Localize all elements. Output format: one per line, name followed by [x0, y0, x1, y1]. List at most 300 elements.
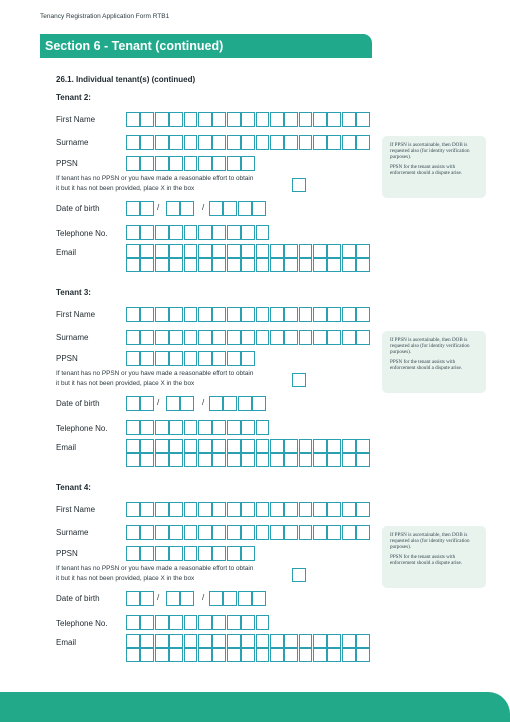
email-input-row1-cell[interactable] [256, 439, 270, 453]
surname-input[interactable] [126, 525, 371, 540]
email-input-row2-cell[interactable] [184, 258, 198, 272]
ppsn-input-cell[interactable] [169, 156, 183, 171]
surname-input-cell[interactable] [140, 330, 154, 345]
email-input-row1-cell[interactable] [313, 634, 327, 648]
dob-day-input-cell[interactable] [140, 591, 154, 606]
ppsn-input-cell[interactable] [140, 546, 154, 561]
email-input-row2-cell[interactable] [184, 453, 198, 467]
email-input-row2[interactable] [126, 453, 371, 467]
dob-day-input-cell[interactable] [126, 201, 140, 216]
dob-day-input[interactable] [126, 591, 155, 606]
email-input-row1-cell[interactable] [270, 634, 284, 648]
ppsn-input-cell[interactable] [198, 546, 212, 561]
surname-input-cell[interactable] [270, 330, 284, 345]
first-name-input-cell[interactable] [256, 307, 270, 322]
first-name-input[interactable] [126, 502, 371, 517]
surname-input-cell[interactable] [327, 330, 341, 345]
email-input-row1-cell[interactable] [342, 244, 356, 258]
dob-month-input[interactable] [166, 201, 195, 216]
telephone-input-cell[interactable] [126, 420, 140, 435]
first-name-input-cell[interactable] [198, 307, 212, 322]
telephone-input-cell[interactable] [241, 615, 255, 630]
surname-input-cell[interactable] [256, 525, 270, 540]
dob-month-input-cell[interactable] [180, 396, 194, 411]
first-name-input-cell[interactable] [313, 112, 327, 127]
surname-input-cell[interactable] [241, 330, 255, 345]
surname-input-cell[interactable] [356, 525, 370, 540]
email-input-row1-cell[interactable] [270, 439, 284, 453]
telephone-input-cell[interactable] [212, 615, 226, 630]
surname-input-cell[interactable] [155, 135, 169, 150]
email-input-row1-cell[interactable] [256, 634, 270, 648]
dob-day-input[interactable] [126, 201, 155, 216]
email-input-row1[interactable] [126, 439, 371, 453]
surname-input-cell[interactable] [227, 330, 241, 345]
dob-day-input-cell[interactable] [126, 591, 140, 606]
email-input-row1-cell[interactable] [169, 244, 183, 258]
surname-input-cell[interactable] [140, 525, 154, 540]
email-input-row2-cell[interactable] [212, 453, 226, 467]
telephone-input[interactable] [126, 615, 270, 630]
email-input-row2-cell[interactable] [313, 453, 327, 467]
dob-month-input[interactable] [166, 396, 195, 411]
first-name-input-cell[interactable] [212, 502, 226, 517]
ppsn-input-cell[interactable] [140, 351, 154, 366]
first-name-input-cell[interactable] [169, 112, 183, 127]
first-name-input-cell[interactable] [342, 307, 356, 322]
surname-input-cell[interactable] [198, 135, 212, 150]
email-input-row1-cell[interactable] [198, 634, 212, 648]
dob-year-input-cell[interactable] [223, 201, 237, 216]
first-name-input-cell[interactable] [241, 307, 255, 322]
surname-input-cell[interactable] [155, 525, 169, 540]
surname-input[interactable] [126, 135, 371, 150]
email-input-row2-cell[interactable] [299, 453, 313, 467]
surname-input-cell[interactable] [299, 525, 313, 540]
email-input-row1-cell[interactable] [212, 634, 226, 648]
email-input-row1-cell[interactable] [126, 244, 140, 258]
telephone-input-cell[interactable] [227, 615, 241, 630]
telephone-input-cell[interactable] [140, 420, 154, 435]
email-input-row2[interactable] [126, 258, 371, 272]
surname-input-cell[interactable] [155, 330, 169, 345]
ppsn-input-cell[interactable] [198, 351, 212, 366]
surname-input-cell[interactable] [342, 525, 356, 540]
email-input-row2-cell[interactable] [342, 453, 356, 467]
email-input-row1-cell[interactable] [126, 439, 140, 453]
surname-input-cell[interactable] [169, 525, 183, 540]
email-input-row1[interactable] [126, 244, 371, 258]
surname-input-cell[interactable] [284, 330, 298, 345]
email-input-row1-cell[interactable] [313, 244, 327, 258]
surname-input-cell[interactable] [184, 525, 198, 540]
email-input-row2-cell[interactable] [327, 258, 341, 272]
ppsn-input-cell[interactable] [212, 546, 226, 561]
email-input-row1-cell[interactable] [356, 634, 370, 648]
surname-input-cell[interactable] [313, 330, 327, 345]
first-name-input-cell[interactable] [356, 307, 370, 322]
ppsn-input-cell[interactable] [155, 156, 169, 171]
email-input-row2-cell[interactable] [356, 648, 370, 662]
first-name-input-cell[interactable] [356, 502, 370, 517]
email-input-row1-cell[interactable] [241, 244, 255, 258]
telephone-input-cell[interactable] [126, 225, 140, 240]
email-input-row2-cell[interactable] [256, 648, 270, 662]
surname-input-cell[interactable] [184, 330, 198, 345]
surname-input-cell[interactable] [169, 135, 183, 150]
dob-day-input-cell[interactable] [140, 201, 154, 216]
ppsn-input-cell[interactable] [227, 156, 241, 171]
email-input-row1-cell[interactable] [126, 634, 140, 648]
email-input-row1-cell[interactable] [227, 244, 241, 258]
first-name-input-cell[interactable] [198, 502, 212, 517]
telephone-input-cell[interactable] [256, 420, 270, 435]
email-input-row2-cell[interactable] [126, 453, 140, 467]
first-name-input-cell[interactable] [270, 307, 284, 322]
first-name-input-cell[interactable] [184, 112, 198, 127]
email-input-row2-cell[interactable] [270, 258, 284, 272]
surname-input-cell[interactable] [356, 135, 370, 150]
surname-input-cell[interactable] [212, 330, 226, 345]
first-name-input-cell[interactable] [313, 307, 327, 322]
first-name-input-cell[interactable] [126, 112, 140, 127]
first-name-input-cell[interactable] [227, 502, 241, 517]
email-input-row2-cell[interactable] [227, 453, 241, 467]
ppsn-input-cell[interactable] [241, 351, 255, 366]
surname-input-cell[interactable] [241, 525, 255, 540]
email-input-row1-cell[interactable] [299, 439, 313, 453]
telephone-input-cell[interactable] [227, 420, 241, 435]
email-input-row1-cell[interactable] [198, 439, 212, 453]
email-input-row2-cell[interactable] [241, 453, 255, 467]
telephone-input-cell[interactable] [140, 615, 154, 630]
email-input-row1-cell[interactable] [313, 439, 327, 453]
telephone-input-cell[interactable] [169, 225, 183, 240]
ppsn-input-cell[interactable] [184, 156, 198, 171]
email-input-row2-cell[interactable] [356, 258, 370, 272]
first-name-input-cell[interactable] [299, 307, 313, 322]
surname-input-cell[interactable] [313, 135, 327, 150]
surname-input-cell[interactable] [356, 330, 370, 345]
telephone-input[interactable] [126, 420, 270, 435]
email-input-row2-cell[interactable] [327, 453, 341, 467]
email-input-row2-cell[interactable] [299, 258, 313, 272]
first-name-input-cell[interactable] [184, 307, 198, 322]
telephone-input-cell[interactable] [155, 225, 169, 240]
ppsn-input-cell[interactable] [155, 546, 169, 561]
first-name-input-cell[interactable] [327, 307, 341, 322]
surname-input-cell[interactable] [342, 135, 356, 150]
first-name-input-cell[interactable] [342, 112, 356, 127]
email-input-row2-cell[interactable] [184, 648, 198, 662]
telephone-input[interactable] [126, 225, 270, 240]
surname-input-cell[interactable] [299, 135, 313, 150]
email-input-row1-cell[interactable] [241, 439, 255, 453]
dob-month-input-cell[interactable] [180, 201, 194, 216]
email-input-row2-cell[interactable] [198, 258, 212, 272]
email-input-row2-cell[interactable] [198, 648, 212, 662]
telephone-input-cell[interactable] [198, 615, 212, 630]
first-name-input-cell[interactable] [342, 502, 356, 517]
ppsn-input-cell[interactable] [169, 351, 183, 366]
ppsn-input-cell[interactable] [169, 546, 183, 561]
dob-year-input-cell[interactable] [252, 201, 266, 216]
surname-input-cell[interactable] [270, 525, 284, 540]
surname-input-cell[interactable] [227, 525, 241, 540]
first-name-input-cell[interactable] [140, 307, 154, 322]
ppsn-input-cell[interactable] [140, 156, 154, 171]
ppsn-input-cell[interactable] [241, 156, 255, 171]
first-name-input-cell[interactable] [184, 502, 198, 517]
telephone-input-cell[interactable] [155, 615, 169, 630]
first-name-input-cell[interactable] [212, 112, 226, 127]
surname-input-cell[interactable] [342, 330, 356, 345]
email-input-row2-cell[interactable] [140, 648, 154, 662]
surname-input-cell[interactable] [256, 330, 270, 345]
email-input-row2-cell[interactable] [212, 258, 226, 272]
email-input-row1-cell[interactable] [227, 439, 241, 453]
first-name-input-cell[interactable] [126, 307, 140, 322]
dob-year-input-cell[interactable] [238, 201, 252, 216]
first-name-input-cell[interactable] [313, 502, 327, 517]
dob-day-input-cell[interactable] [126, 396, 140, 411]
surname-input-cell[interactable] [313, 525, 327, 540]
no-ppsn-checkbox[interactable] [292, 568, 306, 582]
telephone-input-cell[interactable] [212, 225, 226, 240]
email-input-row2-cell[interactable] [342, 258, 356, 272]
email-input-row2-cell[interactable] [284, 453, 298, 467]
telephone-input-cell[interactable] [241, 420, 255, 435]
email-input-row2-cell[interactable] [356, 453, 370, 467]
dob-year-input-cell[interactable] [238, 591, 252, 606]
surname-input-cell[interactable] [284, 525, 298, 540]
surname-input-cell[interactable] [327, 525, 341, 540]
email-input-row2-cell[interactable] [155, 453, 169, 467]
dob-year-input-cell[interactable] [252, 396, 266, 411]
email-input-row2-cell[interactable] [212, 648, 226, 662]
email-input-row2-cell[interactable] [227, 648, 241, 662]
email-input-row2-cell[interactable] [299, 648, 313, 662]
email-input-row1-cell[interactable] [169, 634, 183, 648]
ppsn-input-cell[interactable] [155, 351, 169, 366]
email-input-row1-cell[interactable] [212, 439, 226, 453]
surname-input-cell[interactable] [184, 135, 198, 150]
first-name-input-cell[interactable] [256, 502, 270, 517]
first-name-input-cell[interactable] [155, 502, 169, 517]
ppsn-input[interactable] [126, 546, 256, 561]
first-name-input-cell[interactable] [241, 112, 255, 127]
email-input-row1-cell[interactable] [241, 634, 255, 648]
first-name-input-cell[interactable] [227, 112, 241, 127]
email-input-row2-cell[interactable] [342, 648, 356, 662]
email-input-row2-cell[interactable] [241, 648, 255, 662]
ppsn-input-cell[interactable] [126, 351, 140, 366]
email-input-row1-cell[interactable] [169, 439, 183, 453]
email-input-row2-cell[interactable] [198, 453, 212, 467]
surname-input-cell[interactable] [198, 330, 212, 345]
email-input-row1-cell[interactable] [198, 244, 212, 258]
first-name-input-cell[interactable] [198, 112, 212, 127]
email-input-row2-cell[interactable] [169, 453, 183, 467]
email-input-row2-cell[interactable] [169, 258, 183, 272]
surname-input-cell[interactable] [241, 135, 255, 150]
surname-input-cell[interactable] [284, 135, 298, 150]
dob-year-input-cell[interactable] [209, 591, 223, 606]
ppsn-input[interactable] [126, 351, 256, 366]
first-name-input[interactable] [126, 307, 371, 322]
first-name-input-cell[interactable] [155, 307, 169, 322]
telephone-input-cell[interactable] [256, 225, 270, 240]
email-input-row1-cell[interactable] [270, 244, 284, 258]
telephone-input-cell[interactable] [184, 420, 198, 435]
email-input-row1-cell[interactable] [327, 634, 341, 648]
email-input-row1-cell[interactable] [155, 244, 169, 258]
dob-day-input-cell[interactable] [140, 396, 154, 411]
ppsn-input[interactable] [126, 156, 256, 171]
email-input-row1-cell[interactable] [284, 634, 298, 648]
dob-year-input-cell[interactable] [238, 396, 252, 411]
surname-input-cell[interactable] [270, 135, 284, 150]
surname-input-cell[interactable] [198, 525, 212, 540]
email-input-row1-cell[interactable] [342, 439, 356, 453]
email-input-row2[interactable] [126, 648, 371, 662]
email-input-row2-cell[interactable] [284, 258, 298, 272]
first-name-input[interactable] [126, 112, 371, 127]
email-input-row1-cell[interactable] [184, 634, 198, 648]
surname-input-cell[interactable] [299, 330, 313, 345]
surname-input-cell[interactable] [169, 330, 183, 345]
email-input-row2-cell[interactable] [270, 453, 284, 467]
surname-input-cell[interactable] [212, 525, 226, 540]
first-name-input-cell[interactable] [284, 112, 298, 127]
first-name-input-cell[interactable] [256, 112, 270, 127]
telephone-input-cell[interactable] [169, 420, 183, 435]
first-name-input-cell[interactable] [270, 502, 284, 517]
email-input-row2-cell[interactable] [241, 258, 255, 272]
email-input-row1-cell[interactable] [356, 439, 370, 453]
surname-input-cell[interactable] [327, 135, 341, 150]
first-name-input-cell[interactable] [155, 112, 169, 127]
email-input-row1-cell[interactable] [299, 244, 313, 258]
first-name-input-cell[interactable] [284, 502, 298, 517]
email-input-row2-cell[interactable] [140, 453, 154, 467]
surname-input-cell[interactable] [212, 135, 226, 150]
first-name-input-cell[interactable] [284, 307, 298, 322]
email-input-row2-cell[interactable] [256, 258, 270, 272]
ppsn-input-cell[interactable] [126, 156, 140, 171]
ppsn-input-cell[interactable] [227, 351, 241, 366]
email-input-row1-cell[interactable] [140, 634, 154, 648]
email-input-row1[interactable] [126, 634, 371, 648]
dob-year-input-cell[interactable] [252, 591, 266, 606]
telephone-input-cell[interactable] [155, 420, 169, 435]
email-input-row2-cell[interactable] [327, 648, 341, 662]
dob-year-input-cell[interactable] [223, 591, 237, 606]
dob-year-input-cell[interactable] [223, 396, 237, 411]
dob-day-input[interactable] [126, 396, 155, 411]
telephone-input-cell[interactable] [241, 225, 255, 240]
first-name-input-cell[interactable] [356, 112, 370, 127]
ppsn-input-cell[interactable] [126, 546, 140, 561]
email-input-row2-cell[interactable] [256, 453, 270, 467]
email-input-row1-cell[interactable] [184, 244, 198, 258]
dob-month-input-cell[interactable] [180, 591, 194, 606]
first-name-input-cell[interactable] [227, 307, 241, 322]
surname-input-cell[interactable] [126, 135, 140, 150]
ppsn-input-cell[interactable] [198, 156, 212, 171]
dob-year-input[interactable] [209, 396, 267, 411]
email-input-row1-cell[interactable] [327, 439, 341, 453]
surname-input-cell[interactable] [126, 525, 140, 540]
email-input-row2-cell[interactable] [126, 648, 140, 662]
email-input-row2-cell[interactable] [270, 648, 284, 662]
first-name-input-cell[interactable] [270, 112, 284, 127]
first-name-input-cell[interactable] [241, 502, 255, 517]
email-input-row2-cell[interactable] [313, 258, 327, 272]
email-input-row1-cell[interactable] [327, 244, 341, 258]
email-input-row2-cell[interactable] [155, 648, 169, 662]
email-input-row1-cell[interactable] [227, 634, 241, 648]
first-name-input-cell[interactable] [140, 502, 154, 517]
first-name-input-cell[interactable] [299, 112, 313, 127]
email-input-row1-cell[interactable] [212, 244, 226, 258]
email-input-row2-cell[interactable] [313, 648, 327, 662]
ppsn-input-cell[interactable] [227, 546, 241, 561]
dob-year-input[interactable] [209, 201, 267, 216]
no-ppsn-checkbox[interactable] [292, 373, 306, 387]
first-name-input-cell[interactable] [327, 502, 341, 517]
telephone-input-cell[interactable] [212, 420, 226, 435]
email-input-row2-cell[interactable] [169, 648, 183, 662]
ppsn-input-cell[interactable] [184, 546, 198, 561]
dob-month-input-cell[interactable] [166, 201, 180, 216]
first-name-input-cell[interactable] [299, 502, 313, 517]
surname-input-cell[interactable] [140, 135, 154, 150]
surname-input[interactable] [126, 330, 371, 345]
ppsn-input-cell[interactable] [184, 351, 198, 366]
email-input-row1-cell[interactable] [356, 244, 370, 258]
first-name-input-cell[interactable] [212, 307, 226, 322]
first-name-input-cell[interactable] [169, 502, 183, 517]
telephone-input-cell[interactable] [169, 615, 183, 630]
email-input-row2-cell[interactable] [140, 258, 154, 272]
no-ppsn-checkbox[interactable] [292, 178, 306, 192]
telephone-input-cell[interactable] [126, 615, 140, 630]
dob-month-input-cell[interactable] [166, 396, 180, 411]
telephone-input-cell[interactable] [140, 225, 154, 240]
first-name-input-cell[interactable] [327, 112, 341, 127]
telephone-input-cell[interactable] [256, 615, 270, 630]
email-input-row2-cell[interactable] [227, 258, 241, 272]
email-input-row1-cell[interactable] [299, 634, 313, 648]
email-input-row1-cell[interactable] [256, 244, 270, 258]
email-input-row2-cell[interactable] [284, 648, 298, 662]
dob-year-input-cell[interactable] [209, 396, 223, 411]
telephone-input-cell[interactable] [184, 615, 198, 630]
first-name-input-cell[interactable] [126, 502, 140, 517]
dob-year-input-cell[interactable] [209, 201, 223, 216]
email-input-row1-cell[interactable] [284, 439, 298, 453]
surname-input-cell[interactable] [227, 135, 241, 150]
first-name-input-cell[interactable] [169, 307, 183, 322]
email-input-row1-cell[interactable] [184, 439, 198, 453]
email-input-row1-cell[interactable] [140, 439, 154, 453]
surname-input-cell[interactable] [256, 135, 270, 150]
dob-month-input-cell[interactable] [166, 591, 180, 606]
ppsn-input-cell[interactable] [212, 156, 226, 171]
email-input-row1-cell[interactable] [140, 244, 154, 258]
ppsn-input-cell[interactable] [241, 546, 255, 561]
